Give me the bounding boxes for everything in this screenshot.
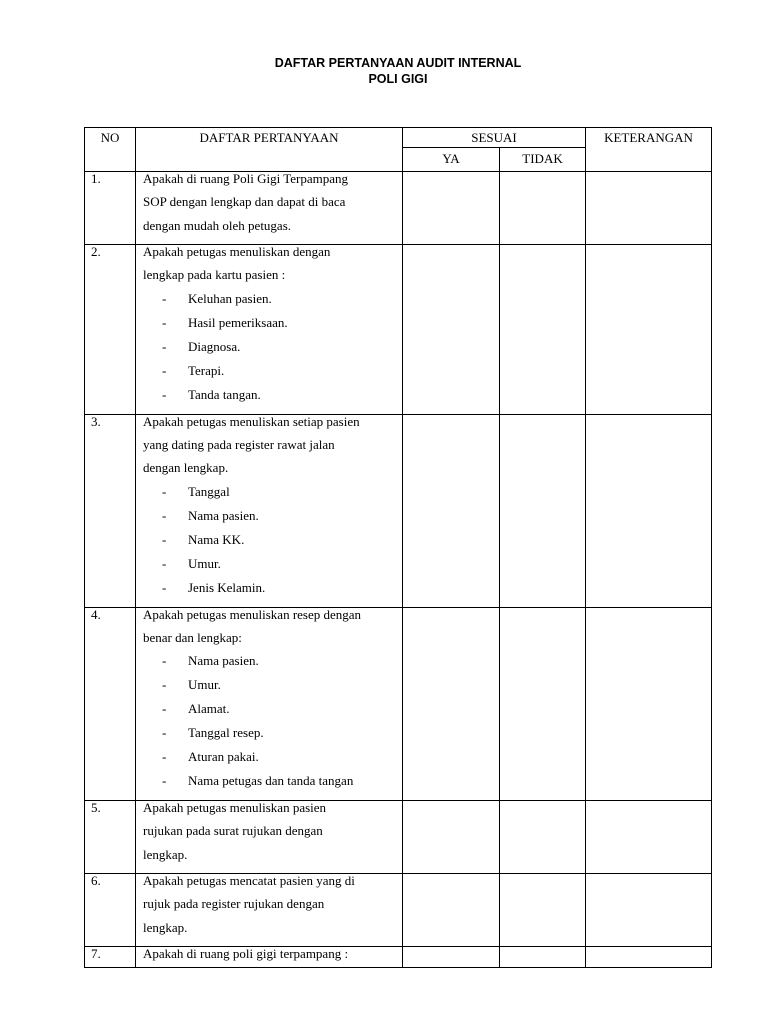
document-title: DAFTAR PERTANYAAN AUDIT INTERNAL (274, 56, 522, 70)
bullet-text: Nama petugas dan tanda tangan (188, 773, 354, 788)
question-cell (136, 874, 403, 947)
bullet-dash: - (162, 701, 167, 716)
bullet-item (143, 774, 402, 798)
row-number-text: 5. (91, 800, 101, 815)
header-sesuai: SESUAI (403, 128, 586, 148)
question-line: SOP dengan lengkap dan dapat di baca (143, 194, 346, 209)
bullet-item (143, 292, 402, 316)
row-number (85, 245, 136, 415)
table-row (85, 172, 712, 245)
bullet-text: Tanda tangan. (188, 386, 261, 402)
bullet-dash: - (162, 653, 167, 668)
question-line: dengan mudah oleh petugas. (143, 217, 292, 233)
question-line: lengkap pada kartu pasien : (143, 267, 286, 282)
bullet-item (143, 485, 402, 509)
bullet-text: Nama KK. (188, 531, 245, 547)
row-number-text: 4. (91, 606, 101, 622)
row-number (85, 414, 136, 607)
ya-cell[interactable] (403, 874, 500, 947)
ya-cell[interactable] (403, 801, 500, 874)
bullet-dash: - (162, 677, 167, 692)
keterangan-cell[interactable] (586, 414, 712, 607)
bullet-dash: - (162, 773, 167, 788)
question-line: yang dating pada register rawat jalan (143, 436, 335, 452)
row-number-text: 7. (91, 946, 101, 961)
keterangan-cell[interactable] (586, 947, 712, 968)
document-subtitle: POLI GIGI (368, 72, 428, 86)
table-row (85, 801, 712, 874)
question-line: Apakah petugas mencatat pasien yang di (143, 873, 355, 888)
header-question: DAFTAR PERTANYAAN (136, 128, 403, 172)
question-line: Apakah di ruang Poli Gigi Terpampang (143, 171, 349, 186)
bullet-dash: - (162, 555, 167, 571)
question-line: rujuk pada register rujukan dengan (143, 896, 325, 911)
table-row (85, 607, 712, 801)
bullet-item (143, 557, 402, 581)
header-keterangan: KETERANGAN (586, 128, 712, 172)
bullet-text: Jenis Kelamin. (188, 579, 266, 595)
bullet-text: Tanggal resep. (188, 725, 264, 740)
tidak-cell[interactable] (500, 245, 586, 415)
bullet-text: Tanggal (188, 483, 230, 499)
row-number (85, 607, 136, 801)
question-line: Apakah petugas menuliskan pasien (143, 800, 327, 815)
row-number (85, 172, 136, 245)
row-number (85, 801, 136, 874)
keterangan-cell[interactable] (586, 245, 712, 415)
bullet-item (143, 581, 402, 605)
bullet-item (143, 702, 402, 726)
bullet-item (143, 316, 402, 340)
bullet-text: Keluhan pasien. (188, 290, 272, 306)
bullet-dash: - (162, 290, 167, 306)
bullet-text: Alamat. (188, 701, 230, 716)
question-line: benar dan lengkap: (143, 629, 242, 645)
bullet-text: Aturan pakai. (188, 749, 259, 764)
ya-cell[interactable] (403, 607, 500, 801)
header-ya: YA (403, 148, 500, 172)
ya-cell[interactable] (403, 245, 500, 415)
bullet-dash: - (162, 338, 167, 354)
bullet-text: Terapi. (188, 362, 225, 378)
question-cell (136, 947, 403, 968)
bullet-dash: - (162, 579, 167, 595)
bullet-dash: - (162, 749, 167, 764)
bullet-dash: - (162, 386, 167, 402)
question-line: Apakah petugas menuliskan setiap pasien (143, 413, 360, 429)
bullet-text: Umur. (188, 555, 221, 571)
keterangan-cell[interactable] (586, 874, 712, 947)
tidak-cell[interactable] (500, 874, 586, 947)
question-cell (136, 607, 403, 801)
question-line: Apakah di ruang poli gigi terpampang : (143, 946, 349, 961)
table-row (85, 245, 712, 415)
tidak-cell[interactable] (500, 607, 586, 801)
bullet-text: Umur. (188, 677, 221, 692)
bullet-text: Hasil pemeriksaan. (188, 314, 288, 330)
bullet-dash: - (162, 531, 167, 547)
question-cell (136, 245, 403, 415)
bullet-item (143, 678, 402, 702)
tidak-cell[interactable] (500, 947, 586, 968)
row-number-text: 6. (91, 873, 101, 888)
keterangan-cell[interactable] (586, 172, 712, 245)
table-row (85, 874, 712, 947)
bullet-dash: - (162, 362, 167, 378)
row-number-text: 1. (91, 171, 101, 186)
tidak-cell[interactable] (500, 414, 586, 607)
bullet-item (143, 364, 402, 388)
row-number (85, 947, 136, 968)
tidak-cell[interactable] (500, 801, 586, 874)
bullet-item (143, 654, 402, 678)
bullet-text: Nama pasien. (188, 653, 259, 668)
header-tidak: TIDAK (500, 148, 586, 172)
keterangan-cell[interactable] (586, 607, 712, 801)
row-number-text: 3. (91, 413, 101, 429)
question-line: Apakah petugas menuliskan dengan (143, 244, 331, 259)
ya-cell[interactable] (403, 172, 500, 245)
question-line: lengkap. (143, 846, 188, 862)
row-number (85, 874, 136, 947)
bullet-dash: - (162, 725, 167, 740)
question-cell (136, 172, 403, 245)
table-row (85, 947, 712, 968)
bullet-item (143, 533, 402, 557)
table-row (85, 414, 712, 607)
header-no: NO (85, 128, 136, 172)
bullet-dash: - (162, 507, 167, 523)
bullet-item (143, 726, 402, 750)
question-cell (136, 801, 403, 874)
question-line: Apakah petugas menuliskan resep dengan (143, 606, 362, 622)
bullet-dash: - (162, 483, 167, 499)
row-number-text: 2. (91, 244, 101, 259)
bullet-text: Diagnosa. (188, 338, 241, 354)
question-line: rujukan pada surat rujukan dengan (143, 823, 323, 838)
tidak-cell[interactable] (500, 172, 586, 245)
ya-cell[interactable] (403, 947, 500, 968)
bullet-item (143, 750, 402, 774)
question-line: dengan lengkap. (143, 460, 229, 475)
bullet-item (143, 340, 402, 364)
question-line: lengkap. (143, 919, 188, 935)
audit-table (84, 127, 712, 968)
keterangan-cell[interactable] (586, 801, 712, 874)
bullet-item (143, 388, 402, 412)
ya-cell[interactable] (403, 414, 500, 607)
bullet-text: Nama pasien. (188, 507, 259, 523)
header-row (85, 128, 712, 148)
bullet-item (143, 509, 402, 533)
bullet-dash: - (162, 314, 167, 330)
question-cell (136, 414, 403, 607)
